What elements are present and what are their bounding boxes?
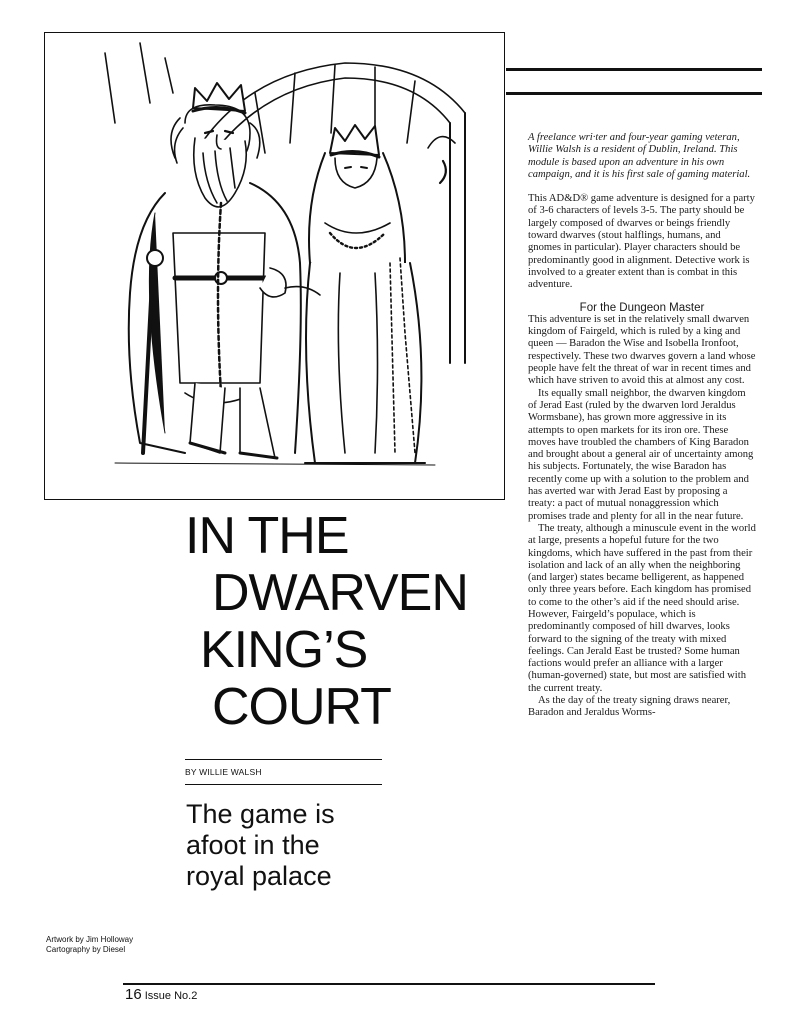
queen-figure [285,125,425,463]
issue-label: Issue No.2 [144,990,198,1002]
page-number: 16 [125,986,142,1003]
body-paragraph: The treaty, although a minuscule event in the world at large, presents a hopeful future for the two kingdoms, which have suffered in the past from their isolation and lack of an ally when the neighboring (and larger) states became belligerent, as happened only three years before. Each kingdom has promised to come to the other’s aid if the need should arise. However, Fairgeld’s populace, which is predominantly composed of hill dwarves, looks forward to the signing of the treaty with mixed feelings. Can Jerald East be trusted? Some human factions would prefer an alliance with a larger (human-governed) state, but most are satisfied with the current treaty. [528,522,756,694]
body-paragraph: This AD&D® game adventure is designed for a party of 3-6 characters of levels 3-5. The party should be largely composed of dwarves or beings friendly toward dwarves (stout halflings, humans, and gnomes in particular). Player characters should be predominantly good in alignment. Detective work is involved to a greater extent than is combat in this adventure. [528,193,755,291]
article-subtitle [186,799,416,892]
subtitle-line: royal palace [186,861,332,891]
header-rule [506,68,762,71]
artwork-credit: Artwork by Jim Holloway [46,935,134,944]
page-footer [125,986,197,1003]
king-figure [129,83,301,458]
title-line: KING’S [200,621,368,679]
byline-rule [185,759,382,760]
subtitle-line: The game is [186,799,335,829]
title-line: IN THE [185,507,349,565]
title-line: COURT [212,678,391,736]
body-paragraph: Its equally small neighbor, the dwarven kingdom of Jerad East (ruled by the dwarven lord Jeraldus Wormsbane), has grown more aggressive in its attempts to open markets for its iron ore. These moves have troubled the chambers of King Baradon and brought about a general air of uncertainty among his subjects. Fortunately, the wise Baradon has recently come up with a solution to the problem and has averted war with Jerad East by proposing a treaty: a pact of mutual nonaggression which promises trade and plenty for all in the near future. [528,387,754,522]
article-title [185,508,505,736]
credits [46,935,133,955]
header-rule [506,92,762,95]
illustration-frame [44,32,505,500]
dwarven-king-and-queen-illustration [45,33,503,498]
body-paragraph: As the day of the treaty signing draws nearer, Baradon and Jeraldus Worms- [528,695,731,719]
body-paragraph: This adventure is set in the relatively small dwarven kingdom of Fairgeld, which is ruled by a king and queen — Baradon the Wise and Isobella Ironfoot, respectively. These two dwarves govern a land whose people have felt the threat of war in recent times and which have striven to avoid this at almost any cost. [528,313,756,387]
footer-rule [123,983,655,985]
article-body-column [528,132,756,720]
cartography-credit: Cartography by Diesel [46,945,126,954]
title-line: DWARVEN [212,564,468,622]
byline-rule [185,784,382,785]
subtitle-line: afoot in the [186,830,320,860]
byline: BY WILLIE WALSH [185,767,262,777]
author-intro: A freelance wri·ter and four-year gaming veteran, Willie Walsh is a resident of Dublin, Ireland. This module is based upon an adventure in his own campaign, and it is his first sale of gaming material. [528,132,751,180]
section-heading: For the Dungeon Master [579,301,705,314]
